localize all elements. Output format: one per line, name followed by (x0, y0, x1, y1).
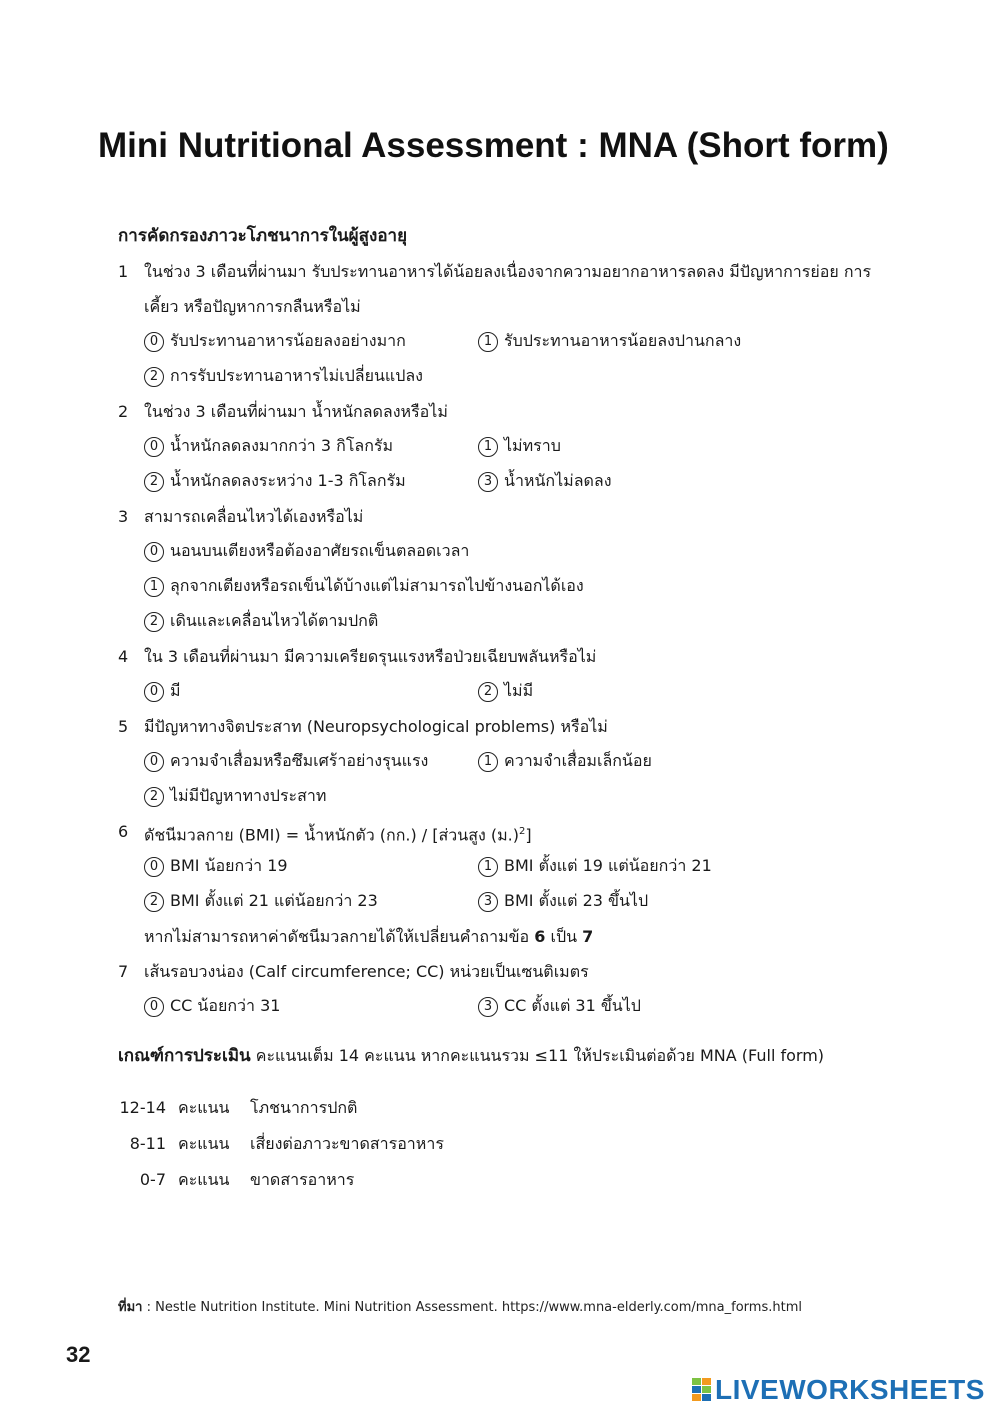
question-1 (118, 254, 948, 324)
question-6 (118, 814, 948, 849)
form-content (118, 218, 948, 1198)
score-table (118, 1090, 948, 1198)
option[interactable] (144, 609, 378, 634)
note-question-6: 6 (534, 927, 546, 946)
score-unit: คะแนน (178, 1170, 230, 1189)
option-text: ไม่มีปัญหาทางประสาท (170, 786, 327, 805)
score-circle: 0 (144, 542, 164, 562)
option[interactable] (144, 574, 584, 599)
option-text: ไม่ทราบ (504, 436, 561, 455)
option-text: มี (170, 681, 181, 700)
option-text: ลุกจากเตียงหรือรถเข็นได้บ้างแต่ไม่สามารถไปข้างนอกได้เอง (170, 576, 584, 595)
question-number: 4 (118, 647, 129, 666)
question-4 (118, 639, 948, 674)
score-circle: 3 (478, 892, 498, 912)
score-range: 12-14 (119, 1098, 166, 1117)
option-text: รับประทานอาหารน้อยลงอย่างมาก (170, 331, 406, 350)
liveworksheets-logo-icon (692, 1378, 712, 1402)
question-3 (118, 499, 948, 534)
option-text: BMI ตั้งแต่ 21 แต่น้อยกว่า 23 (170, 891, 378, 910)
option[interactable] (478, 679, 533, 704)
option-text: BMI ตั้งแต่ 19 แต่น้อยกว่า 21 (504, 856, 712, 875)
question-text: ในช่วง 3 เดือนที่ผ่านมา น้ำหนักลดลงหรือไม่ (144, 402, 448, 421)
question-number: 5 (118, 717, 129, 736)
score-row (118, 1162, 948, 1198)
option[interactable] (478, 994, 641, 1019)
option[interactable] (144, 749, 478, 774)
score-circle: 1 (478, 437, 498, 457)
option-text: CC น้อยกว่า 31 (170, 996, 281, 1015)
score-circle: 2 (144, 472, 164, 492)
note-text: เป็น (550, 927, 578, 946)
question-number: 2 (118, 402, 129, 421)
score-circle: 1 (478, 752, 498, 772)
score-circle: 2 (144, 612, 164, 632)
score-circle: 3 (478, 997, 498, 1017)
question-number: 3 (118, 507, 129, 526)
option[interactable] (144, 889, 478, 914)
question-number: 1 (118, 262, 129, 281)
criteria-text: คะแนนเต็ม 14 คะแนน หากคะแนนรวม ≤11 ให้ประเมินต่อด้วย MNA (Full form) (255, 1046, 825, 1065)
question-text: เคี้ยว หรือปัญหาการกลืนหรือไม่ (144, 297, 361, 316)
option[interactable] (478, 854, 712, 879)
question-text: มีปัญหาทางจิตประสาท (Neuropsychological problems) หรือไม่ (144, 717, 608, 736)
option-text: CC ตั้งแต่ 31 ขึ้นไป (504, 996, 641, 1015)
score-row (118, 1090, 948, 1126)
score-circle: 1 (478, 857, 498, 877)
score-circle: 1 (144, 577, 164, 597)
score-circle: 0 (144, 752, 164, 772)
section-heading: การคัดกรองภาวะโภชนาการในผู้สูงอายุ (118, 226, 408, 246)
score-range: 8-11 (129, 1134, 166, 1153)
score-circle: 2 (144, 787, 164, 807)
option[interactable] (144, 434, 478, 459)
page-number: 32 (66, 1342, 91, 1367)
option[interactable] (144, 469, 478, 494)
score-unit: คะแนน (178, 1134, 230, 1153)
source-label: ที่มา (118, 1300, 143, 1315)
option[interactable] (144, 854, 478, 879)
score-circle: 0 (144, 682, 164, 702)
score-circle: 0 (144, 332, 164, 352)
option[interactable] (144, 539, 469, 564)
option-text: ความจำเสื่อมเล็กน้อย (504, 751, 652, 770)
question-text: ใน 3 เดือนที่ผ่านมา มีความเครียดรุนแรงหรือป่วยเฉียบพลันหรือไม่ (144, 647, 597, 666)
question-7 (118, 954, 948, 989)
score-circle: 0 (144, 997, 164, 1017)
score-range: 0-7 (139, 1170, 166, 1189)
option-text: เดินและเคลื่อนไหวได้ตามปกติ (170, 611, 379, 630)
score-circle: 2 (144, 892, 164, 912)
option-text: BMI ตั้งแต่ 23 ขึ้นไป (504, 891, 649, 910)
option-text: ความจำเสื่อมหรือซึมเศร้าอย่างรุนแรง (170, 751, 429, 770)
option[interactable] (478, 329, 741, 354)
option-text: น้ำหนักลดลงระหว่าง 1-3 กิโลกรัม (170, 471, 406, 490)
brand-footer[interactable] (692, 1374, 985, 1406)
score-desc: โภชนาการปกติ (250, 1098, 358, 1117)
note-text: หากไม่สามารถหาค่าดัชนีมวลกายได้ให้เปลี่ยนคำถามข้อ (144, 927, 530, 946)
bracket: ] (525, 825, 532, 845)
score-desc: ขาดสารอาหาร (250, 1170, 355, 1189)
score-circle: 1 (478, 332, 498, 352)
score-circle: 3 (478, 472, 498, 492)
score-circle: 2 (478, 682, 498, 702)
question-text: ดัชนีมวลกาย (BMI) = น้ำหนักตัว (กก.) / [ส่วนสูง (ม.) (144, 825, 519, 845)
score-desc: เสี่ยงต่อภาวะขาดสารอาหาร (250, 1134, 444, 1153)
score-row (118, 1126, 948, 1162)
score-circle: 0 (144, 857, 164, 877)
option[interactable] (478, 749, 652, 774)
question-2 (118, 394, 948, 429)
option-text: นอนบนเตียงหรือต้องอาศัยรถเข็นตลอดเวลา (170, 541, 470, 560)
question-text: สามารถเคลื่อนไหวได้เองหรือไม่ (144, 507, 364, 526)
option-text: ไม่มี (504, 681, 534, 700)
option[interactable] (478, 434, 561, 459)
score-circle: 0 (144, 437, 164, 457)
bmi-note (118, 919, 948, 954)
option-text: รับประทานอาหารน้อยลงปานกลาง (504, 331, 742, 350)
option[interactable] (478, 469, 612, 494)
option-text: น้ำหนักไม่ลดลง (504, 471, 612, 490)
criteria-label: เกณฑ์การประเมิน (118, 1046, 251, 1066)
question-number: 7 (118, 962, 129, 981)
source-text: : Nestle Nutrition Institute. Mini Nutrition Assessment. https://www.mna-elderly.com/mna_forms.html (142, 1300, 802, 1315)
option-text: การรับประทานอาหารไม่เปลี่ยนแปลง (170, 366, 423, 385)
question-number: 6 (118, 822, 129, 841)
option-text: น้ำหนักลดลงมากกว่า 3 กิโลกรัม (170, 436, 394, 455)
question-text: ในช่วง 3 เดือนที่ผ่านมา รับประทานอาหารได้น้อยลงเนื่องจากความอยากอาหารลดลง มีปัญหาการย่อย การ (144, 262, 872, 281)
note-question-7: 7 (582, 927, 594, 946)
option-text: BMI น้อยกว่า 19 (170, 856, 288, 875)
option[interactable] (144, 329, 478, 354)
option[interactable] (144, 679, 478, 704)
score-circle: 2 (144, 367, 164, 387)
superscript: 2 (519, 826, 526, 837)
option[interactable] (478, 889, 648, 914)
option[interactable] (144, 784, 326, 809)
question-text: เส้นรอบวงน่อง (Calf circumference; CC) หน่วยเป็นเซนติเมตร (144, 962, 589, 981)
page-title: Mini Nutritional Assessment : MNA (Short form) (98, 126, 889, 165)
source-citation (118, 1296, 802, 1317)
evaluation-criteria (118, 1044, 948, 1068)
question-5 (118, 709, 948, 744)
option[interactable] (144, 364, 423, 389)
brand-name: LIVEWORKSHEETS (715, 1374, 985, 1405)
option[interactable] (144, 994, 478, 1019)
score-unit: คะแนน (178, 1098, 230, 1117)
